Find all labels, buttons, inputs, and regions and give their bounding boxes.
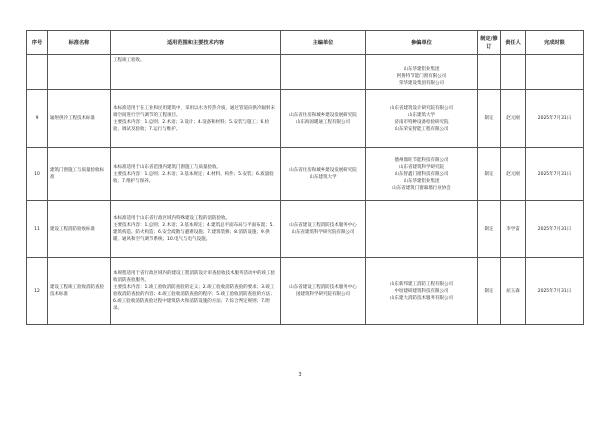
- participant-unit: 山东新邦建工消防工程有限公司: [390, 281, 453, 287]
- standard-name: [48, 55, 111, 90]
- standard-name: 建设工程消防验收标准: [48, 201, 111, 258]
- header-cell: 完成时限: [526, 31, 584, 55]
- participant-unit: 山东省建筑科学研究院: [399, 164, 444, 170]
- participant-unit: 中垣建研建筑科技有限公司: [394, 288, 449, 294]
- participant-unit: 济南市特种设备检验研究院: [394, 119, 449, 125]
- content-line: 本标准适用于山东省范围内建筑门窗施工与质量验收。: [113, 164, 221, 170]
- content-line: 本标准适用于在工业和民用建筑中，采用以水为传热介质，通过管道向供冷辐射末端空间进行空气调节的工程项目。: [113, 105, 275, 118]
- deadline: 2025年7月31日: [526, 258, 584, 325]
- header-cell: 参编单位: [366, 31, 478, 55]
- header-cell: 序号: [27, 31, 48, 55]
- header-cell: 适用范围和主要技术内容: [111, 31, 281, 55]
- responsible-person: [501, 55, 526, 90]
- standard-name: 建设工程竣工验收消防查验技术标准: [48, 258, 111, 325]
- row-number: [27, 55, 48, 90]
- scope-content: [111, 258, 281, 325]
- content-line: 本标准适用于山东省行政区域内特殊建设工程的消防验收。: [113, 216, 230, 221]
- table-row: [27, 148, 584, 201]
- revision-type: 制定: [478, 90, 501, 148]
- responsible-person: 李学雷: [501, 201, 526, 258]
- responsible-person: 赵元刚: [501, 90, 526, 148]
- content-line: 工程竣工验收。: [113, 58, 145, 63]
- chief-unit: 山东省住房和城乡建设发展研究院 山东建筑大学: [281, 148, 366, 201]
- standard-name: 辐射供冷工程技术标准: [48, 90, 111, 148]
- participant-unit: 山东华建铝业集团: [403, 67, 440, 72]
- participant-unit: 荣华建设集团有限公司: [399, 81, 444, 86]
- deadline: 2025年7月31日: [526, 90, 584, 148]
- header-cell: 制定/修订: [478, 31, 501, 55]
- scope-content: [111, 201, 281, 258]
- row-number: 12: [27, 258, 48, 325]
- header-cell: 标准名称: [48, 31, 111, 55]
- row-number: 10: [27, 148, 48, 201]
- deadline: 2025年7月31日: [526, 201, 584, 258]
- scope-content: [111, 148, 281, 201]
- participant-units: [366, 148, 478, 201]
- row-number: 9: [27, 90, 48, 148]
- standards-plan-table: [26, 30, 584, 325]
- header-cell: 责任人: [501, 31, 526, 55]
- table-row: [27, 258, 584, 325]
- responsible-person: 屈玉森: [501, 258, 526, 325]
- participant-unit: 山东荣安智能工程有限公司: [394, 126, 449, 132]
- participant-unit: 山东省建筑门窗幕墙行业协会: [392, 185, 451, 191]
- content-line: 主要技术内容：1.总则；2.术语；3.基本规定；4.建筑总平面布局与平面布置；5.建筑构造、防火构造；6.安全疏散与避难设施；7.建筑装修；8.消防设施；9.供暖、通风和空气调节系统；10.电气与电气设施。: [113, 223, 274, 242]
- participant-units: [366, 258, 478, 325]
- revision-type: 制定: [478, 258, 501, 325]
- table-row: [27, 201, 584, 258]
- table-row: [27, 55, 584, 90]
- page-number: 3: [298, 372, 302, 378]
- participant-unit: 山东建筑大学: [408, 112, 435, 118]
- chief-unit: [281, 55, 366, 90]
- revision-type: [478, 55, 501, 90]
- row-number: 11: [27, 201, 48, 258]
- content-line: 本规程适用于省行政区域内的建设工程消防设计审查验收技术服务活动中的竣工验收消防查验服务。: [113, 271, 275, 283]
- participant-unit: 德州鼎旺节能科技有限公司: [394, 157, 449, 163]
- chief-unit: 山东省住房和城乡建设发展研究院 山东海国暖通工程有限公司: [281, 90, 366, 148]
- participant-units: [366, 90, 478, 148]
- content-line: 主要技术内容：1.总则；2.术语；3.设计；4.设备和材料；5.安装与施工；6.检验、调试及验收；7.运行与维护。: [113, 119, 270, 132]
- deadline: [526, 55, 584, 90]
- standard-name: 建筑门窗施工与质量验收标准: [48, 148, 111, 201]
- content-line: 主要技术内容：1.总则；2.术语；3.基本规定；4.材料、构件；5.安装；6.质量验收；7.维护与保养。: [113, 171, 274, 184]
- table-row: [27, 90, 584, 148]
- participant-unit: 山东建大消防技术服务有限公司: [390, 295, 453, 301]
- scope-content: [111, 55, 281, 90]
- participant-unit: 山东华建铝业集团: [403, 178, 440, 184]
- chief-unit: 山东省建设工程消防技术服务中心 山东省建筑科学研究院有限公司: [281, 201, 366, 258]
- responsible-person: 赵元刚: [501, 148, 526, 201]
- participant-unit: 阿鲁特节能门窗有限公司: [396, 74, 447, 79]
- deadline: 2025年7月31日: [526, 148, 584, 201]
- content-line: 主要技术内容：1.竣工验收消防查验的定义；2.竣工验收消防查验的要求；3.竣工验收消防查验的内容；4.竣工验收消防查验的程序；5.竣工验收消防查验的方法；6.竣工验收消防查验过程中建筑防火和消防设施的方法；7.综合判定规则；7.附录。: [113, 285, 275, 311]
- revision-type: 制定: [478, 148, 501, 201]
- chief-unit: 山东省建设工程消防技术服务中心 国建筑科学研究院有限公司: [281, 258, 366, 325]
- header-cell: 主编单位: [281, 31, 366, 55]
- participant-units: [366, 55, 478, 90]
- participant-unit: 山东智鑫门窗科技有限公司: [394, 171, 449, 177]
- participant-unit: 山东省建筑设计研究院有限公司: [390, 105, 453, 111]
- revision-type: 制定: [478, 201, 501, 258]
- table-header-row: [27, 31, 584, 55]
- scope-content: [111, 90, 281, 148]
- participant-units: [366, 201, 478, 258]
